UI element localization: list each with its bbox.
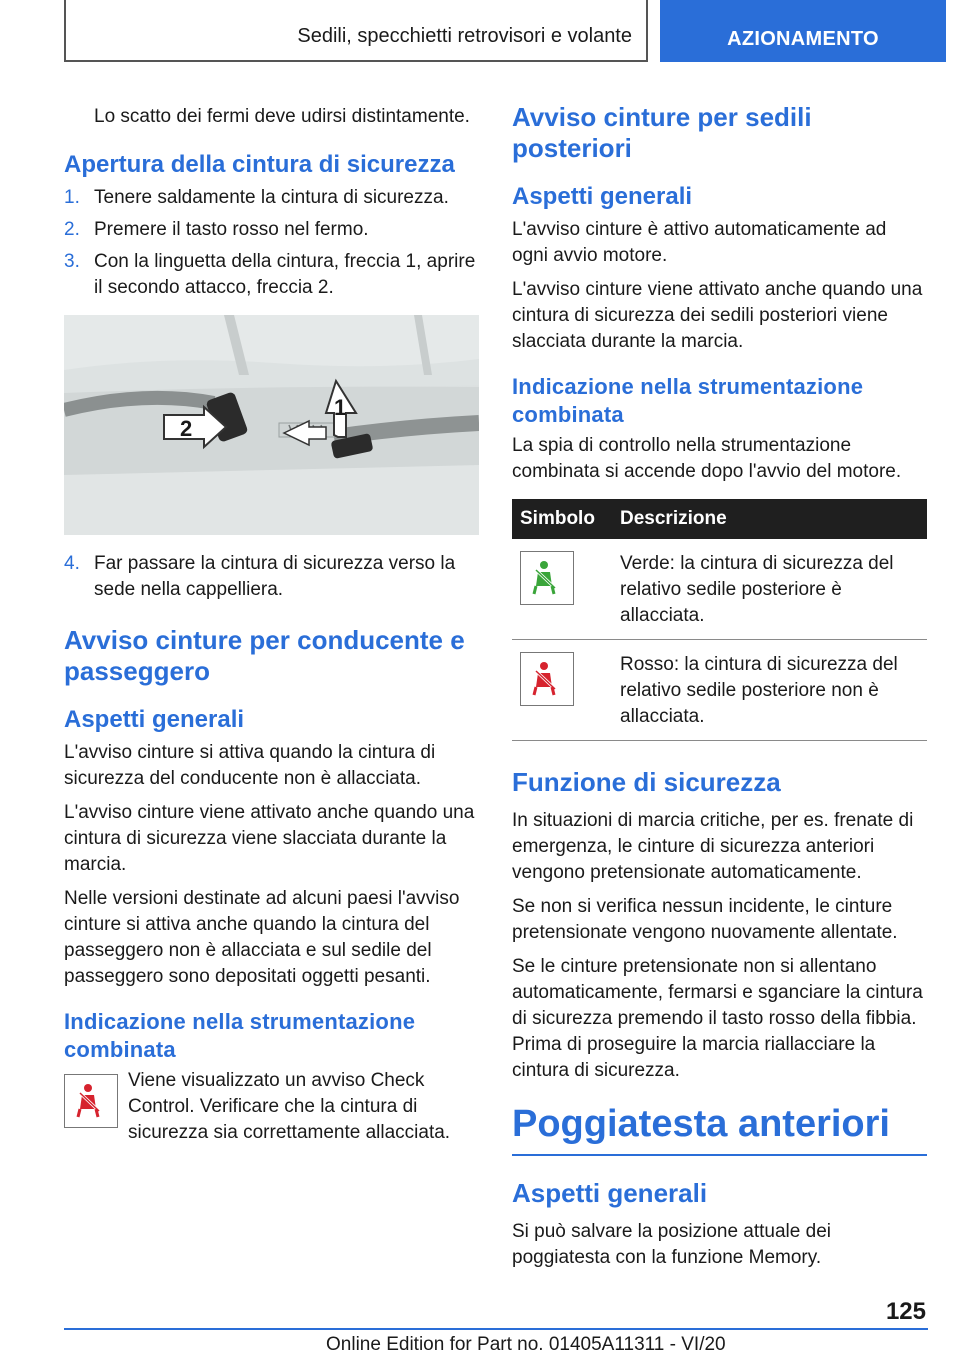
heading-general: Aspetti generali — [512, 1178, 708, 1208]
table-cell-description: Rosso: la cintura di sicurezza del relativo sedile posteriore non è allacciata. — [612, 640, 927, 741]
table-row — [512, 539, 927, 640]
symbol-table — [512, 499, 927, 741]
table-header-symbol: Simbolo — [512, 499, 612, 539]
paragraph: L'avviso cinture viene attivato anche quando una cintura di sicurezza dei sedili posteriori viene slacciata durante la marcia. — [512, 279, 923, 352]
step-text: Con la linguetta della cintura, freccia 1, aprire il secondo attacco, freccia 2. — [94, 251, 476, 298]
step-item — [64, 249, 479, 301]
paragraph: Si può salvare la posizione attuale dei poggiatesta con la funzione Memory. — [512, 1221, 831, 1268]
seatbelt-photo — [64, 315, 479, 535]
seatbelt-green-icon — [520, 551, 574, 605]
paragraph: La spia di controllo nella strumentazione combinata si accende dopo l'avvio del motore. — [512, 435, 902, 482]
heading-headrest: Poggiatesta anteriori — [512, 1102, 927, 1156]
seatbelt-red-icon — [64, 1074, 118, 1128]
step-item — [64, 185, 479, 211]
heading-driver-warning: Avviso cinture per conducente e passeggero — [64, 625, 465, 686]
seatbelt-red-icon — [520, 652, 574, 706]
step-number: 3. — [64, 251, 80, 272]
paragraph: In situazioni di marcia critiche, per es. frenate di emergenza, le cinture di sicurezza anteriori vengono pretensionate automaticamente. — [512, 810, 914, 883]
header-tab[interactable] — [660, 0, 946, 62]
footer-divider — [64, 1328, 928, 1330]
table-header-description: Descrizione — [612, 499, 927, 539]
display-warning-row — [64, 1068, 479, 1146]
step-item — [64, 217, 479, 243]
header-tab-label: AZIONAMENTO — [727, 28, 879, 50]
arrow-1-label: 1 — [334, 395, 347, 420]
table-cell-icon — [512, 640, 612, 741]
step-number: 4. — [64, 553, 80, 574]
heading-general: Aspetti generali — [64, 706, 245, 733]
heading-general: Aspetti generali — [512, 183, 693, 210]
steps-list — [64, 185, 479, 301]
header-section-box — [64, 0, 648, 62]
step-number: 2. — [64, 219, 80, 240]
paragraph: Se le cinture pretensionate non si allentano automaticamente, fermarsi e sganciare la cintura di sicurezza premendo il tasto rosso della fibbia. Prima di proseguire la marcia riallacciare la cintura di sicurezza. — [512, 956, 923, 1081]
seatbelt-illustration — [64, 315, 479, 535]
heading-open-belt: Apertura della cintura di sicurezza — [64, 151, 455, 178]
heading-safety: Funzione di sicurezza — [512, 767, 781, 797]
step-number: 1. — [64, 187, 80, 208]
footer-edition: Online Edition for Part no. 01405A11311 - VI/20 — [326, 1334, 726, 1355]
right-column — [512, 92, 927, 1279]
intro-text: Lo scatto dei fermi deve udirsi distintamente. — [94, 106, 470, 127]
steps-list-continued — [64, 551, 479, 603]
paragraph: L'avviso cinture viene attivato anche quando una cintura di sicurezza viene slacciata durante la marcia. — [64, 802, 475, 875]
table-cell-icon — [512, 539, 612, 640]
paragraph: Nelle versioni destinate ad alcuni paesi l'avviso cinture si attiva anche quando la cintura del passeggero non è allacciata e sul sedile del passeggero sono depositati oggetti pesanti. — [64, 888, 460, 987]
step-text: Far passare la cintura di sicurezza verso la sede nella cappelliera. — [94, 553, 456, 600]
paragraph: L'avviso cinture è attivo automaticamente ad ogni avvio motore. — [512, 219, 887, 266]
heading-display: Indicazione nella strumentazione combinata — [64, 1009, 416, 1062]
step-item — [64, 551, 479, 603]
step-text: Premere il tasto rosso nel fermo. — [94, 219, 369, 240]
table-cell-description: Verde: la cintura di sicurezza del relativo sedile posteriore è allacciata. — [612, 539, 927, 640]
table-row — [512, 640, 927, 741]
table-header-row — [512, 499, 927, 539]
paragraph: L'avviso cinture si attiva quando la cintura di sicurezza del conducente non è allacciata. — [64, 742, 436, 789]
step-text: Tenere saldamente la cintura di sicurezza. — [94, 187, 449, 208]
arrow-2-label: 2 — [180, 416, 193, 441]
display-warning-text: Viene visualizzato un avviso Check Control. Verificare che la cintura di sicurezza sia correttamente allacciata. — [128, 1070, 451, 1143]
left-column — [64, 92, 479, 1146]
heading-display: Indicazione nella strumentazione combinata — [512, 374, 864, 427]
header-section-title: Sedili, specchietti retrovisori e volante — [297, 25, 632, 47]
page-number: 125 — [885, 1298, 926, 1325]
heading-rear-warning: Avviso cinture per sedili posteriori — [512, 102, 812, 163]
paragraph: Se non si verifica nessun incidente, le cinture pretensionate vengono nuovamente allentate. — [512, 896, 898, 943]
